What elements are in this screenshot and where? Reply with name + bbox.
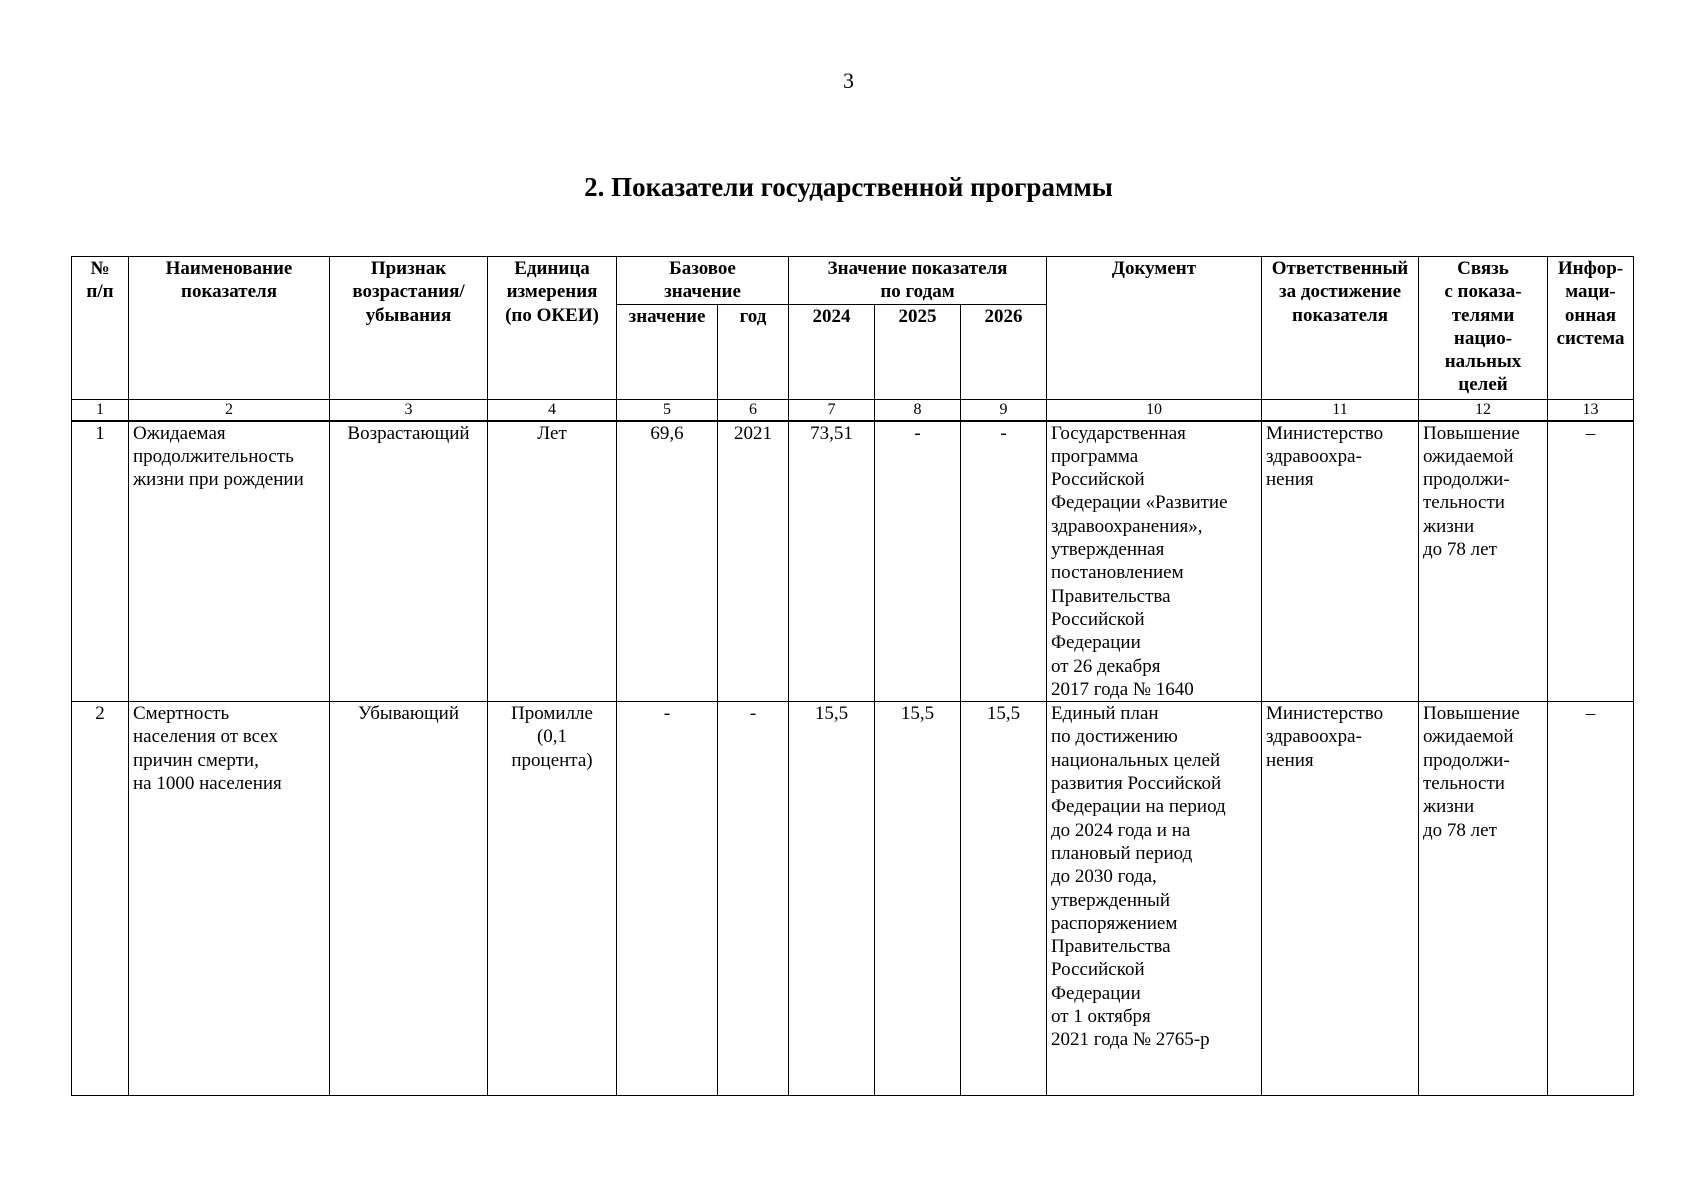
column-number: 2 xyxy=(129,399,330,421)
base-year: - xyxy=(718,702,789,1096)
header-years-group: Значение показателя по годам xyxy=(789,257,1047,305)
header-sign: Признак возрастания/ убывания xyxy=(330,257,488,400)
table-row xyxy=(72,702,1634,1096)
info-system: – xyxy=(1548,421,1634,702)
responsible-text: Министерство здравоохра- нения xyxy=(1262,702,1419,1096)
indicator-name: Смертность населения от всех причин смерти, на 1000 населения xyxy=(129,702,330,1096)
indicator-unit: Лет xyxy=(488,421,617,702)
column-number: 1 xyxy=(72,399,129,421)
document-text: Государственная программа Российской Федерации «Развитие здравоохранения», утвержденная постановлением Правительства Российской Федерации от 26 декабря 2017 года № 1640 xyxy=(1047,421,1262,702)
page-number: 3 xyxy=(843,68,854,93)
value-2026: - xyxy=(961,421,1047,702)
header-name: Наименование показателя xyxy=(129,257,330,400)
column-number: 5 xyxy=(617,399,718,421)
column-number: 10 xyxy=(1047,399,1262,421)
responsible-text: Министерство здравоохра- нения xyxy=(1262,421,1419,702)
column-number: 11 xyxy=(1262,399,1419,421)
column-number: 6 xyxy=(718,399,789,421)
column-number: 9 xyxy=(961,399,1047,421)
base-value: 69,6 xyxy=(617,421,718,702)
base-year: 2021 xyxy=(718,421,789,702)
column-number: 12 xyxy=(1419,399,1548,421)
header-base-value: значение xyxy=(617,304,718,399)
row-num: 2 xyxy=(72,702,129,1096)
header-responsible: Ответственный за достижение показателя xyxy=(1262,257,1419,400)
header-info-system: Инфор- маци- онная система xyxy=(1548,257,1634,400)
column-numbers-row xyxy=(72,399,1634,421)
document-text: Единый план по достижению национальных целей развития Российской Федерации на период до 2024 года и на плановый период до 2030 года, утвержденный распоряжением Правительства Российской Федерации от 1 октября 2021 года № 2765-р xyxy=(1047,702,1262,1096)
column-number: 8 xyxy=(875,399,961,421)
header-link: Связь с показа- телями нацио- нальных целей xyxy=(1419,257,1548,400)
table-row xyxy=(72,421,1634,702)
indicator-sign: Убывающий xyxy=(330,702,488,1096)
header-year-2026: 2026 xyxy=(961,304,1047,399)
header-document: Документ xyxy=(1047,257,1262,400)
national-goal-link: Повышение ожидаемой продолжи- тельности жизни до 78 лет xyxy=(1419,421,1548,702)
national-goal-link: Повышение ожидаемой продолжи- тельности жизни до 78 лет xyxy=(1419,702,1548,1096)
indicator-sign: Возрастающий xyxy=(330,421,488,702)
row-num: 1 xyxy=(72,421,129,702)
value-2025: 15,5 xyxy=(875,702,961,1096)
indicator-name: Ожидаемая продолжительность жизни при рождении xyxy=(129,421,330,702)
value-2024: 15,5 xyxy=(789,702,875,1096)
header-row xyxy=(72,257,1634,305)
page-title: 2. Показатели государственной программы xyxy=(584,172,1113,202)
indicators-table xyxy=(71,256,1634,1096)
column-number: 4 xyxy=(488,399,617,421)
header-base-group: Базовое значение xyxy=(617,257,789,305)
value-2026: 15,5 xyxy=(961,702,1047,1096)
value-2025: - xyxy=(875,421,961,702)
base-value: - xyxy=(617,702,718,1096)
value-2024: 73,51 xyxy=(789,421,875,702)
column-number: 3 xyxy=(330,399,488,421)
indicator-unit: Промилле (0,1 процента) xyxy=(488,702,617,1096)
info-system: – xyxy=(1548,702,1634,1096)
column-number: 7 xyxy=(789,399,875,421)
header-unit: Единица измерения (по ОКЕИ) xyxy=(488,257,617,400)
header-year-2025: 2025 xyxy=(875,304,961,399)
header-num: № п/п xyxy=(72,257,129,400)
header-base-year: год xyxy=(718,304,789,399)
column-number: 13 xyxy=(1548,399,1634,421)
header-year-2024: 2024 xyxy=(789,304,875,399)
